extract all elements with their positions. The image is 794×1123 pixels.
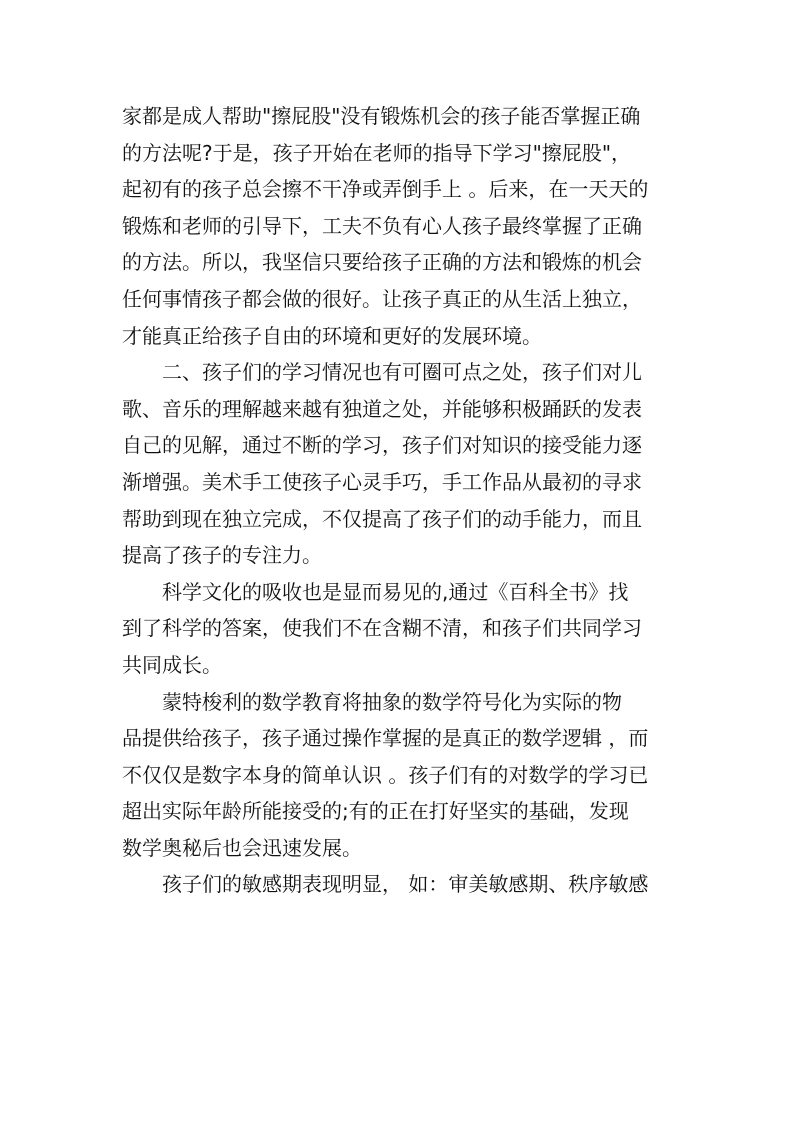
text-line: 到了科学的答案，使我们不在含糊不清，和孩子们共同学习 [122,616,642,641]
text-line: 科学文化的吸收也是显而易见的,通过《百科全书》找 [122,579,629,604]
text-line: 才能真正给孩子自由的环境和更好的发展环境。 [122,323,542,348]
body-text [122,98,682,903]
text-line: 起初有的孩子总会擦不干净或弄倒手上 。后来，在一天天的 [122,177,649,202]
text-line: 共同成长。 [122,652,222,677]
text-line: 任何事情孩子都会做的很好。让孩子真正的从生活上独立， [122,286,642,311]
text-line: 渐增强。美术手工使孩子心灵手巧，手工作品从最初的寻求 [122,469,642,494]
text-line: 超出实际年龄所能接受的;有的正在打好坚实的基础，发现 [122,799,629,824]
text-line: 自己的见解，通过不断的学习，孩子们对知识的接受能力逐 [122,433,642,458]
text-line: 提高了孩子的专注力。 [122,543,322,568]
text-line: 蒙特梭利的数学教育将抽象的数学符号化为实际的物 [122,689,622,714]
text-line: 孩子们的敏感期表现明显， 如：审美敏感期、秩序敏感 [122,872,649,897]
text-line: 的方法。所以，我坚信只要给孩子正确的方法和锻炼的机会 [122,250,642,275]
text-line: 品提供给孩子，孩子通过操作掌握的是真正的数学逻辑 ，而 [122,726,649,751]
text-line: 二、孩子们的学习情况也有可圈可点之处，孩子们对儿 [122,360,642,385]
text-line: 帮助到现在独立完成，不仅提高了孩子们的动手能力，而且 [122,506,642,531]
text-line: 家都是成人帮助"擦屁股"没有锻炼机会的孩子能否掌握正确 [122,104,641,128]
text-line: 歌、音乐的理解越来越有独道之处，并能够积极踊跃的发表 [122,396,642,421]
text-line: 锻炼和老师的引导下，工夫不负有心人孩子最终掌握了正确 [122,213,642,238]
text-line: 不仅仅是数字本身的简单认识 。孩子们有的对数学的学习已 [122,762,649,787]
text-line: 的方法呢?于是，孩子开始在老师的指导下学习"擦屁股"， [122,140,632,165]
text-line: 数学奥秘后也会迅速发展。 [122,835,362,860]
